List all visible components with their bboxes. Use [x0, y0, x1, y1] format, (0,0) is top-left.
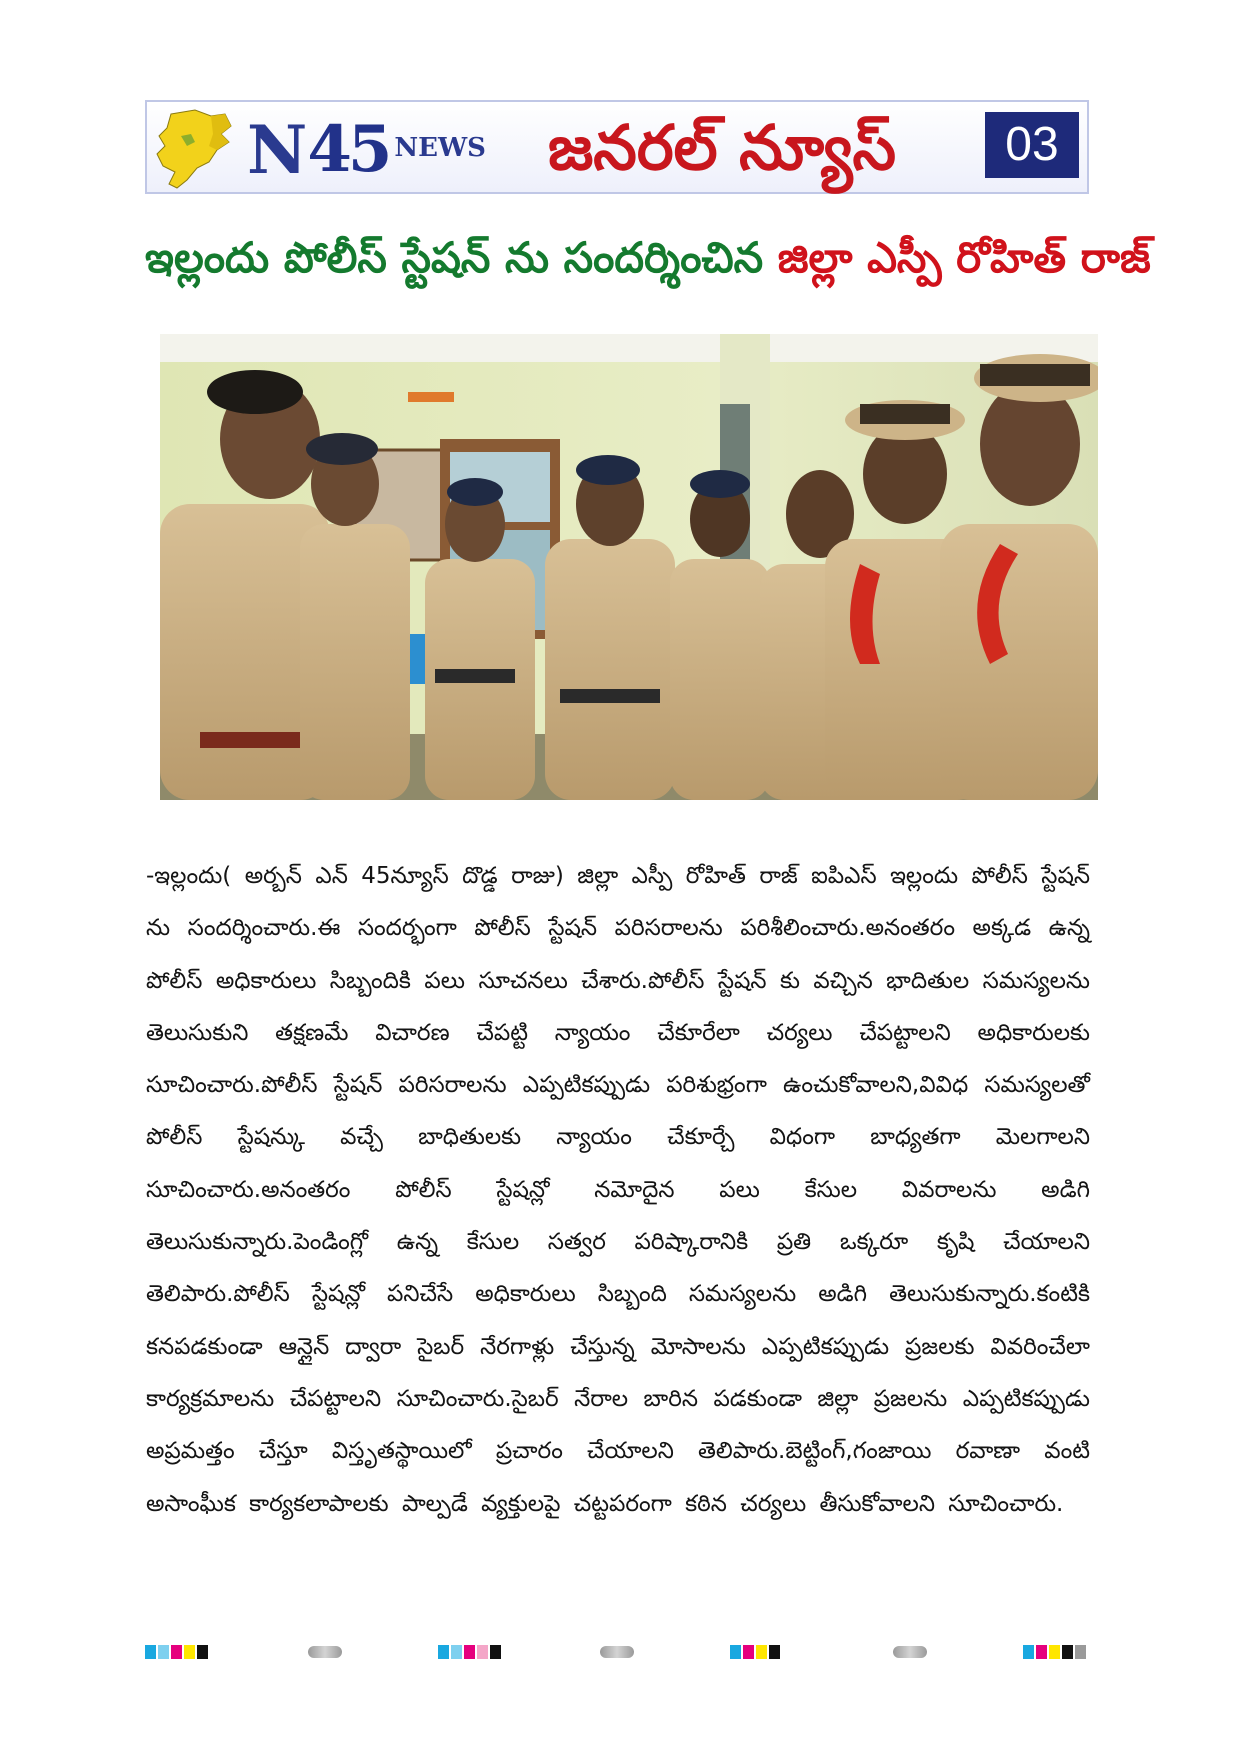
swatch	[171, 1645, 182, 1659]
section-title: జనరల్ న్యూస్	[547, 111, 896, 184]
swatch	[756, 1645, 767, 1659]
swatch	[145, 1645, 156, 1659]
swatch	[184, 1645, 195, 1659]
headline-red: జిల్లా ఎస్పీ రోహిత్ రాజ్	[777, 233, 1151, 282]
photo-police-officers-icon	[160, 334, 1098, 800]
print-color-bar	[438, 1645, 503, 1659]
brand-number: 45	[307, 112, 389, 187]
brand-logo	[247, 108, 486, 188]
swatch	[158, 1645, 169, 1659]
print-gray-pill	[893, 1646, 927, 1658]
andhra-pradesh-map-icon	[151, 106, 243, 192]
swatch	[769, 1645, 780, 1659]
print-color-bar	[145, 1645, 210, 1659]
headline-green: ఇల్లందు పోలీస్ స్టేషన్ ను సందర్శించిన	[145, 233, 778, 282]
swatch	[743, 1645, 754, 1659]
print-gray-pill	[308, 1646, 342, 1658]
swatch	[1049, 1645, 1060, 1659]
swatch	[1075, 1645, 1086, 1659]
swatch	[477, 1645, 488, 1659]
swatch	[1023, 1645, 1034, 1659]
page-number-badge: 03	[985, 112, 1079, 178]
swatch	[1062, 1645, 1073, 1659]
print-gray-pill	[600, 1646, 634, 1658]
swatch	[490, 1645, 501, 1659]
swatch	[197, 1645, 208, 1659]
swatch	[464, 1645, 475, 1659]
headline	[145, 226, 1151, 290]
print-color-bar	[730, 1645, 782, 1659]
brand-n: N	[247, 111, 308, 189]
swatch	[451, 1645, 462, 1659]
print-color-bar	[1023, 1645, 1088, 1659]
masthead	[145, 100, 1089, 194]
swatch	[1036, 1645, 1047, 1659]
article-body: -ఇల్లందు( అర్బన్ ఎన్ 45న్యూస్ దొడ్డ రాజు) జిల్లా ఎస్పీ రోహిత్ రాజ్ ఐపిఎస్ ఇల్లందు పోలీస్ స్టేషన్ ను సందర్శించారు.ఈ సందర్భంగా పోలీస్ స్టేషన్ పరిసరాలను పరిశీలించారు.అనంతరం అక్కడ ఉన్న పోలీస్ అధికారులు సిబ్బందికి పలు సూచనలు చేశారు.పోలీస్ స్టేషన్ కు వచ్చిన భాదితుల సమస్యలను తెలుసుకుని తక్షణమే విచారణ చేపట్టి న్యాయం చేకూరేలా చర్యలు చేపట్టాలని అధికారులకు సూచించారు.పోలీస్ స్టేషన్ పరిసరాలను ఎప్పటికప్పుడు పరిశుభ్రంగా ఉంచుకోవాలని,వివిధ సమస్యలతో పోలీస్ స్టేషన్కు వచ్చే బాధితులకు న్యాయం చేకూర్చే విధంగా బాధ్యతగా మెలగాలని సూచించారు.అనంతరం పోలీస్ స్టేషన్లో నమోదైన పలు కేసుల వివరాలను అడిగి తెలుసుకున్నారు.పెండింగ్లో ఉన్న కేసుల సత్వర పరిష్కారానికి ప్రతి ఒక్కరూ కృషి చేయాలని తెలిపారు.పోలీస్ స్టేషన్లో పనిచేసే అధికారులు సిబ్బంది సమస్యలను అడిగి తెలుసుకున్నారు.కంటికి కనపడకుండా ఆన్లైన్ ద్వారా సైబర్ నేరగాళ్లు చేస్తున్న మోసాలను ఎప్పటికప్పుడు ప్రజలకు వివరించేలా కార్యక్రమాలను చేపట్టాలని సూచించారు.సైబర్ నేరాల బారిన పడకుండా జిల్లా ప్రజలను ఎప్పటికప్పుడు అప్రమత్తం చేస్తూ విస్తృతస్థాయిలో ప్రచారం చేయాలని తెలిపారు.బెట్టింగ్,గంజాయి రవాణా వంటి అసాంఘీక కార్యకలాపాలకు పాల్పడే వ్యక్తులపై చట్టపరంగా కఠిన చర్యలు తీసుకోవాలని సూచించారు.	[146, 863, 1090, 1517]
swatch	[438, 1645, 449, 1659]
news-photo	[160, 334, 1098, 800]
swatch	[730, 1645, 741, 1659]
brand-news: NEWS	[394, 133, 486, 163]
